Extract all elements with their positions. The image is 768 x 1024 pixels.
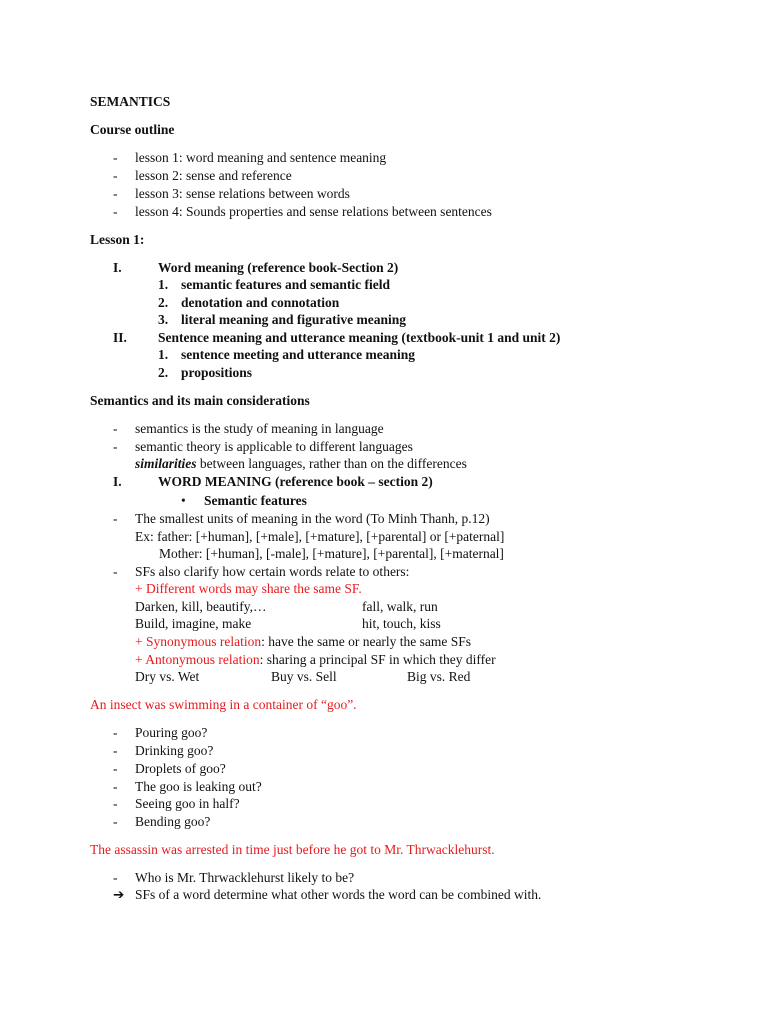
list-item: Droplets of goo? [135, 761, 226, 776]
antonymous-rest: : sharing a principal SF in which they differ [259, 652, 496, 667]
dash-bullet: - [113, 204, 118, 219]
antonymous-line [135, 651, 496, 668]
dash-bullet: - [113, 511, 118, 526]
item-number: 1. [158, 347, 169, 362]
dash-bullet: - [113, 150, 118, 165]
list-item: lesson 4: Sounds properties and sense relations between sentences [135, 204, 492, 219]
example-right: hit, touch, kiss [362, 616, 441, 631]
synonymous-rest: : have the same or nearly the same SFs [261, 634, 472, 649]
list-item: Drinking goo? [135, 743, 214, 758]
dash-bullet: - [113, 796, 118, 811]
section-title: Word meaning (reference book-Section 2) [158, 260, 399, 275]
dash-bullet: - [113, 761, 118, 776]
similarities-emphasis: similarities [135, 456, 197, 471]
assassin-sentence: The assassin was arrested in time just before he got to Mr. Thrwacklehurst. [90, 842, 495, 857]
example-left: Build, imagine, make [135, 616, 252, 631]
list-item: The smallest units of meaning in the word (To Minh Thanh, p.12) [135, 511, 490, 526]
dash-bullet: - [113, 564, 118, 579]
section-title: WORD MEANING (reference book – section 2) [158, 474, 433, 489]
example-mother: Mother: [+human], [-male], [+mature], [+parental], [+maternal] [159, 546, 504, 561]
dash-bullet: - [113, 421, 118, 436]
similarities-line [135, 455, 467, 472]
section-numeral: I. [113, 474, 122, 489]
arrow-icon: ➔ [113, 887, 125, 902]
example-right: fall, walk, run [362, 599, 438, 614]
list-item: denotation and connotation [181, 295, 340, 310]
list-item: semantic features and semantic field [181, 277, 390, 292]
list-item: literal meaning and figurative meaning [181, 312, 406, 327]
item-number: 3. [158, 312, 169, 327]
document-title: SEMANTICS [90, 94, 171, 109]
section-numeral: II. [113, 330, 127, 345]
pair-example: Buy vs. Sell [271, 669, 337, 684]
antonymous-label: + Antonymous relation [135, 652, 260, 667]
list-item: lesson 3: sense relations between words [135, 186, 350, 201]
lesson1-heading: Lesson 1: [90, 232, 145, 247]
example-left: Darken, kill, beautify,… [135, 599, 267, 614]
item-number: 1. [158, 277, 169, 292]
dash-bullet: - [113, 725, 118, 740]
dash-bullet: - [113, 743, 118, 758]
list-item: Seeing goo in half? [135, 796, 240, 811]
list-item: semantics is the study of meaning in language [135, 421, 384, 436]
insect-sentence: An insect was swimming in a container of “goo”. [90, 697, 357, 712]
pair-example: Big vs. Red [407, 669, 471, 684]
list-item: The goo is leaking out? [135, 779, 262, 794]
subheading: Semantic features [204, 493, 307, 508]
list-item: lesson 1: word meaning and sentence meaning [135, 150, 387, 165]
section-title: Sentence meaning and utterance meaning (textbook-unit 1 and unit 2) [158, 330, 561, 345]
list-item: propositions [181, 365, 253, 380]
synonymous-label: + Synonymous relation [135, 634, 262, 649]
list-item: Who is Mr. Thrwacklehurst likely to be? [135, 870, 355, 885]
list-item: Pouring goo? [135, 725, 208, 740]
list-item: sentence meeting and utterance meaning [181, 347, 415, 362]
dash-bullet: - [113, 186, 118, 201]
section-numeral: I. [113, 260, 122, 275]
conclusion-text: SFs of a word determine what other words the word can be combined with. [135, 887, 542, 902]
item-number: 2. [158, 295, 169, 310]
synonymous-line [135, 633, 471, 650]
considerations-heading: Semantics and its main considerations [90, 393, 310, 408]
list-item: semantic theory is applicable to different languages [135, 439, 413, 454]
share-note: + Different words may share the same SF. [135, 581, 362, 596]
list-item: SFs also clarify how certain words relate to others: [135, 564, 410, 579]
dash-bullet: - [113, 779, 118, 794]
pair-example: Dry vs. Wet [135, 669, 200, 684]
dash-bullet: - [113, 439, 118, 454]
similarities-rest: between languages, rather than on the differences [196, 456, 467, 471]
list-item: lesson 2: sense and reference [135, 168, 292, 183]
course-outline-heading: Course outline [90, 122, 175, 137]
bullet-icon: • [181, 493, 186, 508]
example-father: Ex: father: [+human], [+male], [+mature], [+parental] or [+paternal] [135, 529, 505, 544]
item-number: 2. [158, 365, 169, 380]
dash-bullet: - [113, 814, 118, 829]
dash-bullet: - [113, 168, 118, 183]
dash-bullet: - [113, 870, 118, 885]
list-item: Bending goo? [135, 814, 211, 829]
